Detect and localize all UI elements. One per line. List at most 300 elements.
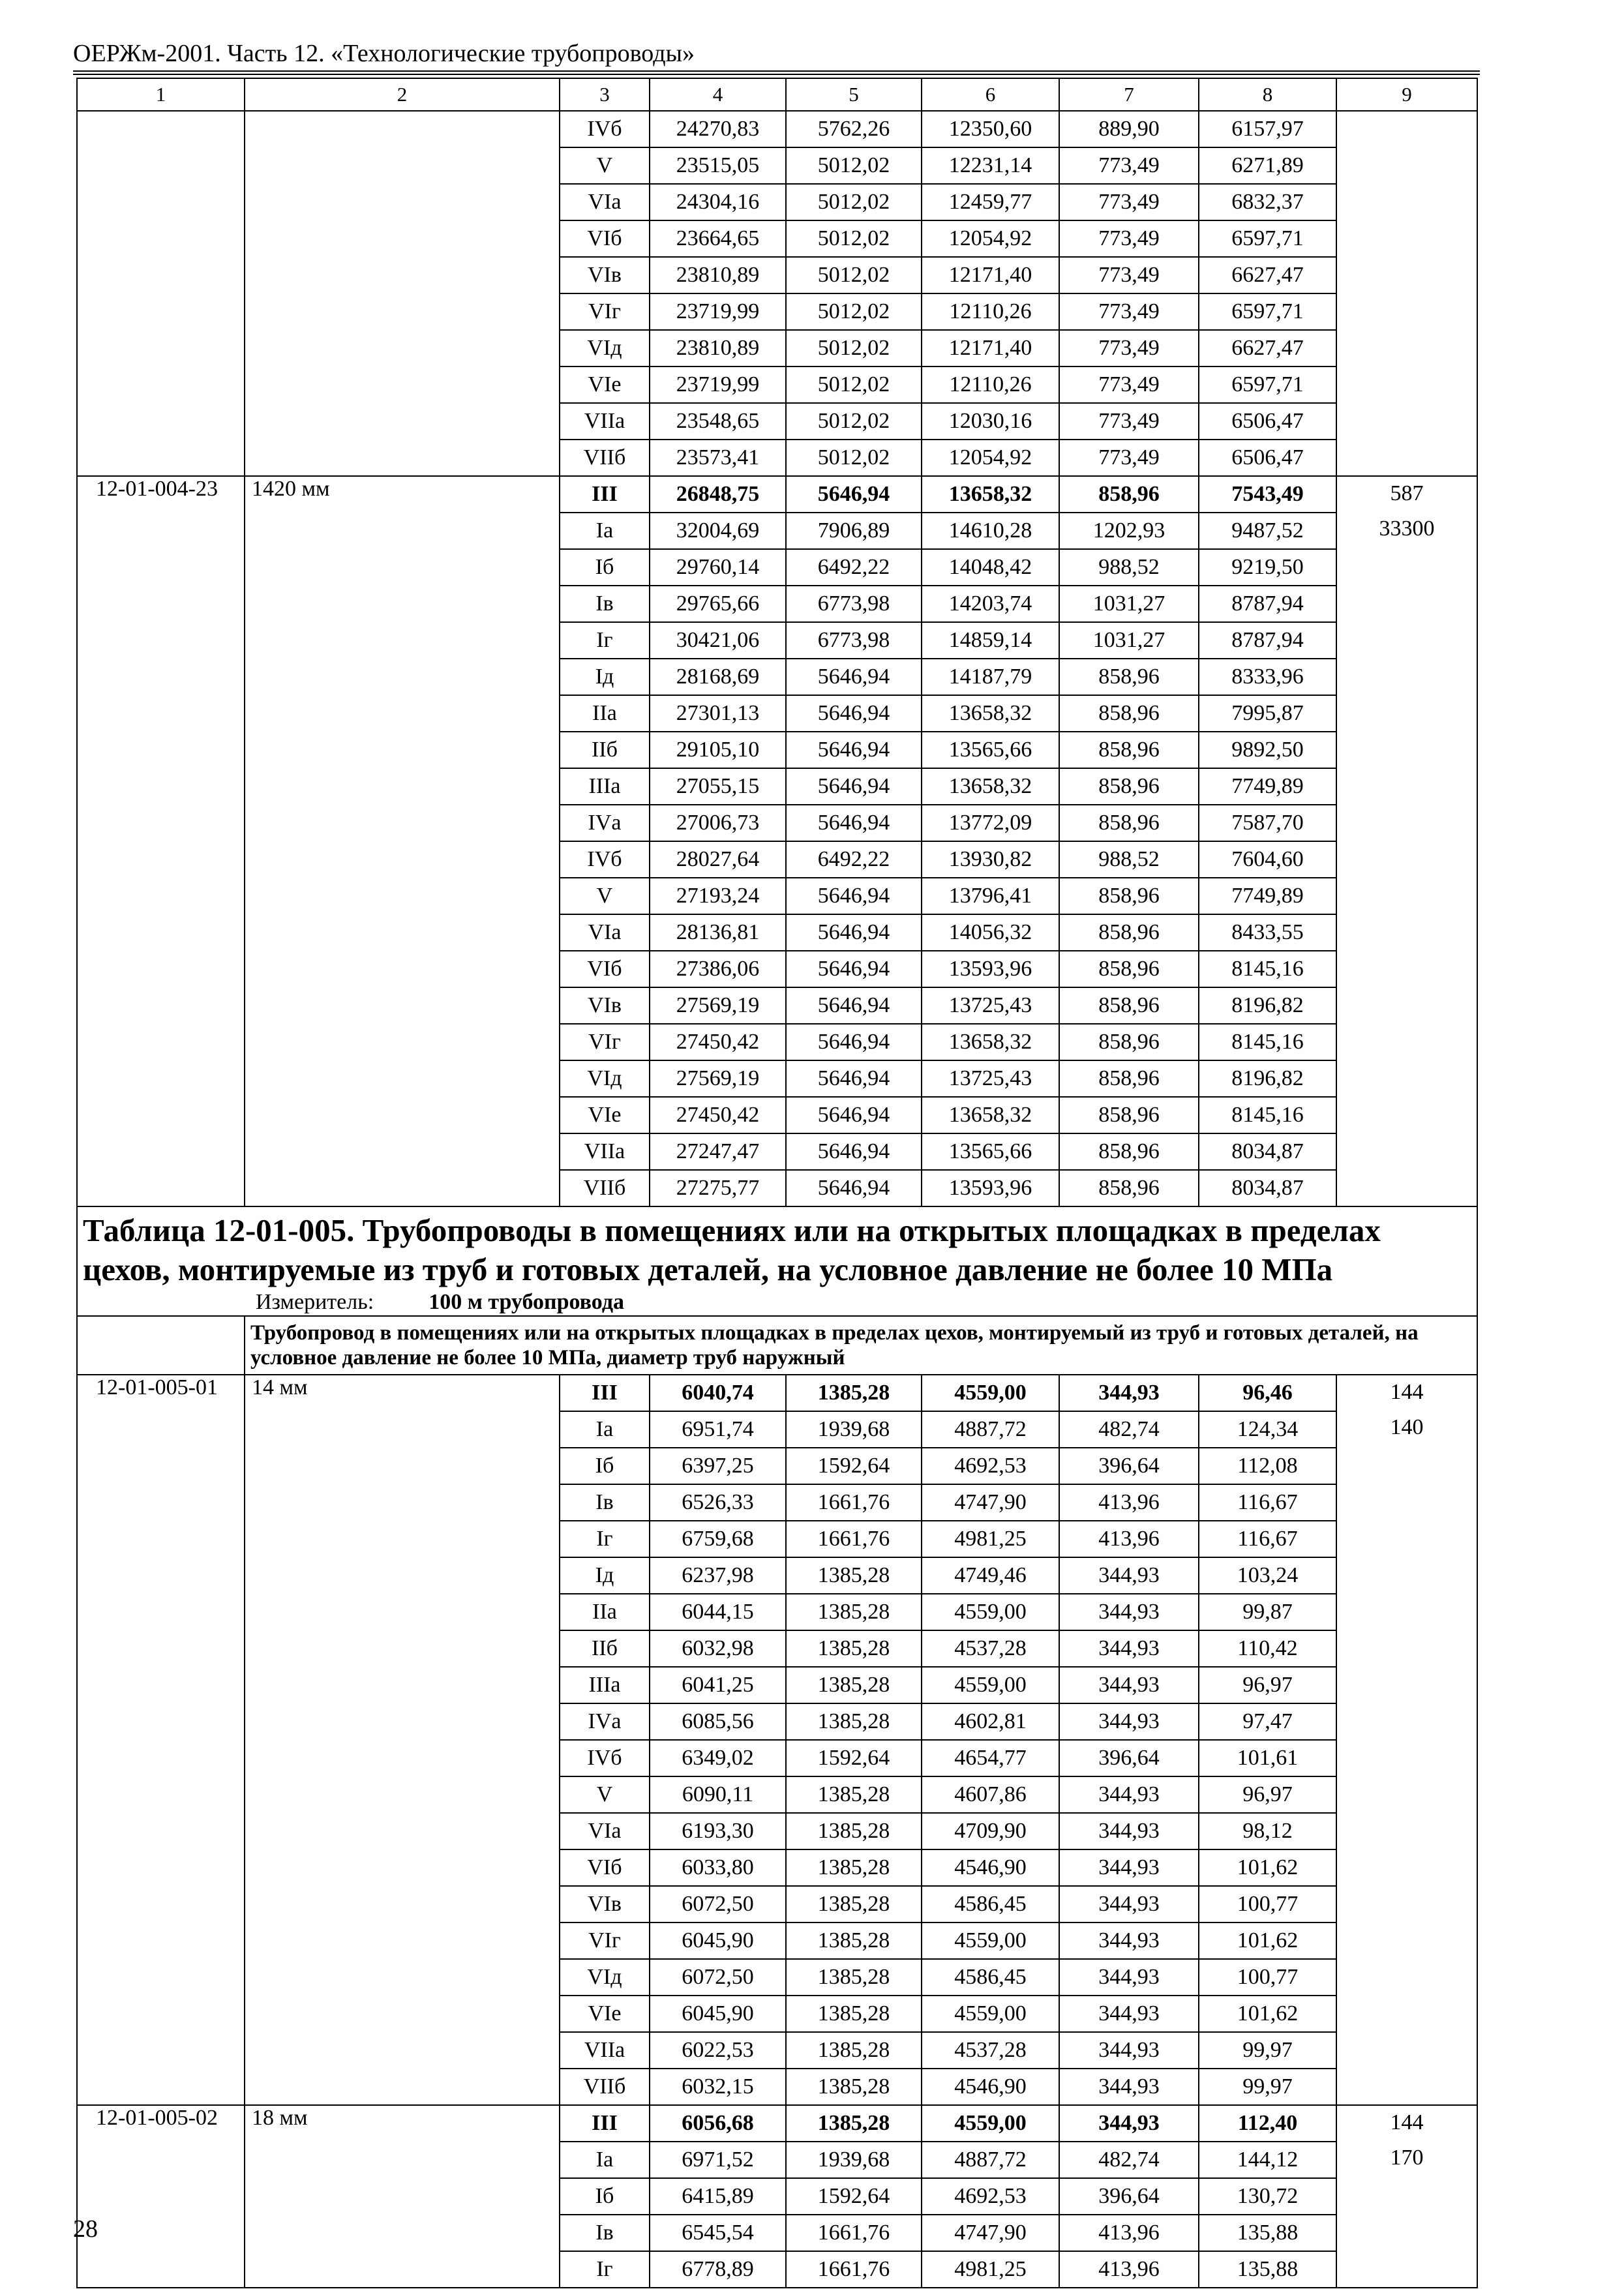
- value-cell: 858,96: [1059, 1024, 1199, 1060]
- value-cell: 344,93: [1059, 1703, 1199, 1740]
- value-cell: 29760,14: [650, 549, 786, 586]
- value-cell: 100,77: [1199, 1886, 1336, 1922]
- value-cell: 13725,43: [922, 1060, 1059, 1097]
- region-group: Iв: [560, 2215, 650, 2251]
- value-cell: 4586,45: [922, 1886, 1059, 1922]
- value-cell: 6085,56: [650, 1703, 786, 1740]
- value-cell: 6157,97: [1199, 111, 1336, 147]
- value-cell: 12459,77: [922, 184, 1059, 220]
- value-cell: 13658,32: [922, 695, 1059, 732]
- value-cell: 1661,76: [786, 2215, 922, 2251]
- pipe-diameter: 18 мм: [245, 2105, 560, 2288]
- value-cell: 344,93: [1059, 1667, 1199, 1703]
- value-cell: 124,34: [1199, 1411, 1336, 1448]
- value-cell: 773,49: [1059, 330, 1199, 367]
- region-group: IIб: [560, 732, 650, 768]
- col9-cell: [1336, 111, 1477, 476]
- value-cell: 858,96: [1059, 1060, 1199, 1097]
- value-cell: 858,96: [1059, 878, 1199, 914]
- meter-value: 100 м трубопровода: [429, 1290, 625, 1314]
- value-cell: 8145,16: [1199, 1024, 1336, 1060]
- value-cell: 1939,68: [786, 2142, 922, 2178]
- value-cell: 773,49: [1059, 220, 1199, 257]
- value-cell: 8787,94: [1199, 586, 1336, 622]
- value-cell: 1939,68: [786, 1411, 922, 1448]
- value-cell: 30421,06: [650, 622, 786, 659]
- value-cell: 858,96: [1059, 805, 1199, 841]
- region-group: VIа: [560, 1813, 650, 1849]
- value-cell: 1592,64: [786, 2178, 922, 2215]
- value-cell: 344,93: [1059, 1849, 1199, 1886]
- value-cell: 9487,52: [1199, 513, 1336, 549]
- value-cell: 12110,26: [922, 293, 1059, 330]
- value-cell: 6044,15: [650, 1594, 786, 1630]
- value-cell: 6271,89: [1199, 147, 1336, 184]
- col9-value: 140: [1390, 1415, 1424, 1439]
- value-cell: 889,90: [1059, 111, 1199, 147]
- value-cell: 344,93: [1059, 1996, 1199, 2032]
- value-cell: 6526,33: [650, 1484, 786, 1521]
- value-cell: 97,47: [1199, 1703, 1336, 1740]
- value-cell: 27386,06: [650, 951, 786, 987]
- value-cell: 1385,28: [786, 1557, 922, 1594]
- value-cell: 12171,40: [922, 257, 1059, 293]
- rate-code: 12-01-005-02: [77, 2105, 245, 2288]
- value-cell: 116,67: [1199, 1521, 1336, 1557]
- pipe-diameter: 14 мм: [245, 1375, 560, 2105]
- value-cell: 13658,32: [922, 1097, 1059, 1133]
- value-cell: 6492,22: [786, 841, 922, 878]
- value-cell: 6033,80: [650, 1849, 786, 1886]
- value-cell: 6397,25: [650, 1448, 786, 1484]
- value-cell: 773,49: [1059, 293, 1199, 330]
- region-group: VIе: [560, 1996, 650, 2032]
- value-cell: 858,96: [1059, 1133, 1199, 1170]
- table-row: [77, 1375, 1477, 1411]
- value-cell: 413,96: [1059, 2251, 1199, 2288]
- value-cell: 4559,00: [922, 1922, 1059, 1959]
- value-cell: 23515,05: [650, 147, 786, 184]
- value-cell: 4981,25: [922, 2251, 1059, 2288]
- value-cell: 13658,32: [922, 768, 1059, 805]
- value-cell: 103,24: [1199, 1557, 1336, 1594]
- value-cell: 5646,94: [786, 1060, 922, 1097]
- value-cell: 6597,71: [1199, 293, 1336, 330]
- value-cell: 6773,98: [786, 622, 922, 659]
- table-row: [77, 111, 1477, 147]
- value-cell: 5646,94: [786, 695, 922, 732]
- value-cell: 4692,53: [922, 2178, 1059, 2215]
- value-cell: 1385,28: [786, 2105, 922, 2142]
- rate-code: 12-01-005-01: [77, 1375, 245, 2105]
- value-cell: 7995,87: [1199, 695, 1336, 732]
- value-cell: 344,93: [1059, 1594, 1199, 1630]
- value-cell: 27450,42: [650, 1024, 786, 1060]
- value-cell: 5646,94: [786, 1097, 922, 1133]
- value-cell: 9892,50: [1199, 732, 1336, 768]
- value-cell: 5012,02: [786, 403, 922, 440]
- region-group: IVб: [560, 1740, 650, 1776]
- value-cell: 6041,25: [650, 1667, 786, 1703]
- value-cell: 6072,50: [650, 1959, 786, 1996]
- value-cell: 4559,00: [922, 1667, 1059, 1703]
- section-title-cell: [77, 1206, 1477, 1316]
- value-cell: 23664,65: [650, 220, 786, 257]
- value-cell: 27275,77: [650, 1170, 786, 1206]
- value-cell: 4602,81: [922, 1703, 1059, 1740]
- value-cell: 773,49: [1059, 440, 1199, 476]
- value-cell: 6022,53: [650, 2032, 786, 2069]
- value-cell: 4559,00: [922, 1375, 1059, 1411]
- value-cell: 4981,25: [922, 1521, 1059, 1557]
- region-group: Iа: [560, 1411, 650, 1448]
- value-cell: 135,88: [1199, 2215, 1336, 2251]
- value-cell: 13565,66: [922, 732, 1059, 768]
- value-cell: 858,96: [1059, 732, 1199, 768]
- rate-code: [77, 111, 245, 476]
- region-group: VIд: [560, 330, 650, 367]
- region-group: VIе: [560, 367, 650, 403]
- value-cell: 14056,32: [922, 914, 1059, 951]
- col9-value: 144: [1390, 2110, 1424, 2134]
- col9-value: 144: [1390, 1380, 1424, 1404]
- value-cell: 413,96: [1059, 1484, 1199, 1521]
- value-cell: 344,93: [1059, 1886, 1199, 1922]
- region-group: VIIб: [560, 1170, 650, 1206]
- value-cell: 4559,00: [922, 1996, 1059, 2032]
- unit-meter-line: [256, 1289, 1471, 1315]
- value-cell: 4546,90: [922, 2069, 1059, 2105]
- value-cell: 14187,79: [922, 659, 1059, 695]
- value-cell: 96,97: [1199, 1776, 1336, 1813]
- value-cell: 858,96: [1059, 695, 1199, 732]
- value-cell: 29105,10: [650, 732, 786, 768]
- value-cell: 988,52: [1059, 841, 1199, 878]
- pipe-diameter: 1420 мм: [245, 476, 560, 1206]
- value-cell: 4654,77: [922, 1740, 1059, 1776]
- value-cell: 4747,90: [922, 2215, 1059, 2251]
- value-cell: 6506,47: [1199, 440, 1336, 476]
- value-cell: 32004,69: [650, 513, 786, 549]
- value-cell: 1385,28: [786, 1996, 922, 2032]
- description-spacer: [77, 1316, 245, 1375]
- value-cell: 8196,82: [1199, 987, 1336, 1024]
- region-group: IIб: [560, 1630, 650, 1667]
- value-cell: 6045,90: [650, 1996, 786, 2032]
- value-cell: 344,93: [1059, 2105, 1199, 2142]
- value-cell: 344,93: [1059, 1375, 1199, 1411]
- value-cell: 5012,02: [786, 220, 922, 257]
- region-group: IVа: [560, 805, 650, 841]
- value-cell: 1202,93: [1059, 513, 1199, 549]
- value-cell: 6971,52: [650, 2142, 786, 2178]
- value-cell: 23573,41: [650, 440, 786, 476]
- value-cell: 1385,28: [786, 1594, 922, 1630]
- region-group: IVб: [560, 841, 650, 878]
- value-cell: 1385,28: [786, 1849, 922, 1886]
- region-group: Iа: [560, 2142, 650, 2178]
- value-cell: 144,12: [1199, 2142, 1336, 2178]
- value-cell: 1031,27: [1059, 586, 1199, 622]
- value-cell: 6040,74: [650, 1375, 786, 1411]
- value-cell: 6832,37: [1199, 184, 1336, 220]
- value-cell: 6032,15: [650, 2069, 786, 2105]
- col9-value: 587: [1390, 481, 1424, 505]
- value-cell: 1385,28: [786, 2032, 922, 2069]
- value-cell: 6597,71: [1199, 220, 1336, 257]
- value-cell: 98,12: [1199, 1813, 1336, 1849]
- value-cell: 8333,96: [1199, 659, 1336, 695]
- value-cell: 27247,47: [650, 1133, 786, 1170]
- value-cell: 13796,41: [922, 878, 1059, 914]
- region-group: VIIа: [560, 1133, 650, 1170]
- col9-cell: [1336, 1375, 1477, 2105]
- region-group: V: [560, 147, 650, 184]
- table-title: Таблица 12-01-005. Трубопроводы в помещениях или на открытых площадках в пределах цехов, монтируемые из труб и готовых деталей, на условное давление не более 10 МПа: [83, 1212, 1381, 1287]
- value-cell: 482,74: [1059, 1411, 1199, 1448]
- region-group: Iб: [560, 2178, 650, 2215]
- value-cell: 5012,02: [786, 293, 922, 330]
- value-cell: 4887,72: [922, 2142, 1059, 2178]
- value-cell: 5012,02: [786, 184, 922, 220]
- value-cell: 116,67: [1199, 1484, 1336, 1521]
- value-cell: 99,87: [1199, 1594, 1336, 1630]
- value-cell: 1385,28: [786, 1959, 922, 1996]
- value-cell: 7587,70: [1199, 805, 1336, 841]
- value-cell: 6545,54: [650, 2215, 786, 2251]
- value-cell: 1385,28: [786, 1667, 922, 1703]
- value-cell: 28136,81: [650, 914, 786, 951]
- value-cell: 8787,94: [1199, 622, 1336, 659]
- value-cell: 23810,89: [650, 330, 786, 367]
- value-cell: 858,96: [1059, 987, 1199, 1024]
- value-cell: 6072,50: [650, 1886, 786, 1922]
- value-cell: 5646,94: [786, 987, 922, 1024]
- region-group: VIIа: [560, 2032, 650, 2069]
- value-cell: 27193,24: [650, 878, 786, 914]
- value-cell: 1592,64: [786, 1448, 922, 1484]
- region-group: VIв: [560, 987, 650, 1024]
- value-cell: 7604,60: [1199, 841, 1336, 878]
- value-cell: 5646,94: [786, 1133, 922, 1170]
- column-number: 3: [560, 78, 650, 111]
- value-cell: 28168,69: [650, 659, 786, 695]
- value-cell: 23719,99: [650, 367, 786, 403]
- value-cell: 13725,43: [922, 987, 1059, 1024]
- value-cell: 6506,47: [1199, 403, 1336, 440]
- value-cell: 1661,76: [786, 1484, 922, 1521]
- value-cell: 6597,71: [1199, 367, 1336, 403]
- value-cell: 101,62: [1199, 1849, 1336, 1886]
- value-cell: 7749,89: [1199, 768, 1336, 805]
- region-group: VIа: [560, 184, 650, 220]
- value-cell: 5646,94: [786, 914, 922, 951]
- region-group: VIа: [560, 914, 650, 951]
- value-cell: 1385,28: [786, 1776, 922, 1813]
- value-cell: 4537,28: [922, 1630, 1059, 1667]
- value-cell: 13772,09: [922, 805, 1059, 841]
- value-cell: 4887,72: [922, 1411, 1059, 1448]
- value-cell: 110,42: [1199, 1630, 1336, 1667]
- region-group: IIа: [560, 1594, 650, 1630]
- table-row: [77, 2105, 1477, 2142]
- value-cell: 6349,02: [650, 1740, 786, 1776]
- value-cell: 5646,94: [786, 476, 922, 513]
- value-cell: 1385,28: [786, 1922, 922, 1959]
- region-group: IVб: [560, 111, 650, 147]
- value-cell: 101,62: [1199, 1922, 1336, 1959]
- value-cell: 5646,94: [786, 768, 922, 805]
- value-cell: 5012,02: [786, 330, 922, 367]
- region-group: Iг: [560, 622, 650, 659]
- value-cell: 773,49: [1059, 184, 1199, 220]
- region-group: IIIа: [560, 1667, 650, 1703]
- value-cell: 13930,82: [922, 841, 1059, 878]
- value-cell: 6045,90: [650, 1922, 786, 1959]
- region-group: VIIб: [560, 440, 650, 476]
- value-cell: 1385,28: [786, 1886, 922, 1922]
- value-cell: 27055,15: [650, 768, 786, 805]
- value-cell: 773,49: [1059, 147, 1199, 184]
- value-cell: 6627,47: [1199, 330, 1336, 367]
- region-group: Iа: [560, 513, 650, 549]
- region-group: Iг: [560, 1521, 650, 1557]
- value-cell: 858,96: [1059, 951, 1199, 987]
- value-cell: 8196,82: [1199, 1060, 1336, 1097]
- value-cell: 344,93: [1059, 2032, 1199, 2069]
- value-cell: 858,96: [1059, 914, 1199, 951]
- value-cell: 7749,89: [1199, 878, 1336, 914]
- value-cell: 6032,98: [650, 1630, 786, 1667]
- value-cell: 396,64: [1059, 1448, 1199, 1484]
- region-group: Iд: [560, 659, 650, 695]
- value-cell: 858,96: [1059, 1097, 1199, 1133]
- value-cell: 1385,28: [786, 2069, 922, 2105]
- meter-label: Измеритель:: [256, 1290, 374, 1314]
- region-group: Iб: [560, 1448, 650, 1484]
- value-cell: 101,62: [1199, 1996, 1336, 2032]
- value-cell: 27301,13: [650, 695, 786, 732]
- value-cell: 130,72: [1199, 2178, 1336, 2215]
- region-group: V: [560, 878, 650, 914]
- region-group: VIг: [560, 1024, 650, 1060]
- value-cell: 6056,68: [650, 2105, 786, 2142]
- page-number: 28: [73, 2215, 98, 2243]
- value-cell: 1385,28: [786, 1630, 922, 1667]
- value-cell: 8034,87: [1199, 1170, 1336, 1206]
- value-cell: 344,93: [1059, 1557, 1199, 1594]
- value-cell: 396,64: [1059, 1740, 1199, 1776]
- section-description: Трубопровод в помещениях или на открытых площадках в пределах цехов, монтируемый из труб и готовых деталей, на условное давление не более 10 МПа, диаметр труб наружный: [245, 1316, 1477, 1375]
- value-cell: 23548,65: [650, 403, 786, 440]
- value-cell: 482,74: [1059, 2142, 1199, 2178]
- value-cell: 14859,14: [922, 622, 1059, 659]
- value-cell: 99,97: [1199, 2032, 1336, 2069]
- value-cell: 5012,02: [786, 440, 922, 476]
- running-header: ОЕРЖм-2001. Часть 12. «Технологические трубопроводы»: [73, 40, 695, 67]
- value-cell: 4747,90: [922, 1484, 1059, 1521]
- region-group: Iв: [560, 586, 650, 622]
- value-cell: 6951,74: [650, 1411, 786, 1448]
- value-cell: 1385,28: [786, 1375, 922, 1411]
- column-number: 5: [786, 78, 922, 111]
- region-group: VIд: [560, 1959, 650, 1996]
- value-cell: 14048,42: [922, 549, 1059, 586]
- column-number: 9: [1336, 78, 1477, 111]
- value-cell: 13565,66: [922, 1133, 1059, 1170]
- value-cell: 96,46: [1199, 1375, 1336, 1411]
- value-cell: 413,96: [1059, 2215, 1199, 2251]
- value-cell: 8034,87: [1199, 1133, 1336, 1170]
- value-cell: 14203,74: [922, 586, 1059, 622]
- value-cell: 27569,19: [650, 1060, 786, 1097]
- value-cell: 13658,32: [922, 476, 1059, 513]
- region-group: III: [560, 476, 650, 513]
- value-cell: 1592,64: [786, 1740, 922, 1776]
- pipe-diameter: [245, 111, 560, 476]
- value-cell: 4559,00: [922, 2105, 1059, 2142]
- value-cell: 4546,90: [922, 1849, 1059, 1886]
- value-cell: 5012,02: [786, 367, 922, 403]
- value-cell: 6778,89: [650, 2251, 786, 2288]
- value-cell: 5762,26: [786, 111, 922, 147]
- value-cell: 1661,76: [786, 2251, 922, 2288]
- region-group: IIа: [560, 695, 650, 732]
- value-cell: 7906,89: [786, 513, 922, 549]
- col9-value: 33300: [1379, 516, 1435, 541]
- region-group: VIб: [560, 1849, 650, 1886]
- region-group: VIIа: [560, 403, 650, 440]
- value-cell: 99,97: [1199, 2069, 1336, 2105]
- value-cell: 5646,94: [786, 1170, 922, 1206]
- region-group: Iб: [560, 549, 650, 586]
- region-group: IVа: [560, 1703, 650, 1740]
- value-cell: 344,93: [1059, 1630, 1199, 1667]
- value-cell: 13593,96: [922, 951, 1059, 987]
- rates-table: [76, 78, 1478, 2288]
- value-cell: 23719,99: [650, 293, 786, 330]
- region-group: VIг: [560, 1922, 650, 1959]
- value-cell: 4709,90: [922, 1813, 1059, 1849]
- value-cell: 112,08: [1199, 1448, 1336, 1484]
- column-number: 7: [1059, 78, 1199, 111]
- value-cell: 1661,76: [786, 1521, 922, 1557]
- region-group: VIIб: [560, 2069, 650, 2105]
- region-group: Iв: [560, 1484, 650, 1521]
- value-cell: 858,96: [1059, 476, 1199, 513]
- value-cell: 26848,75: [650, 476, 786, 513]
- value-cell: 6627,47: [1199, 257, 1336, 293]
- value-cell: 8145,16: [1199, 1097, 1336, 1133]
- value-cell: 12054,92: [922, 440, 1059, 476]
- value-cell: 5646,94: [786, 878, 922, 914]
- value-cell: 6492,22: [786, 549, 922, 586]
- value-cell: 4586,45: [922, 1959, 1059, 1996]
- section-title-row: [77, 1206, 1477, 1316]
- value-cell: 5646,94: [786, 805, 922, 841]
- value-cell: 858,96: [1059, 659, 1199, 695]
- column-number: 1: [77, 78, 245, 111]
- value-cell: 100,77: [1199, 1959, 1336, 1996]
- value-cell: 988,52: [1059, 549, 1199, 586]
- col9-cell: [1336, 476, 1477, 1206]
- value-cell: 112,40: [1199, 2105, 1336, 2142]
- value-cell: 5646,94: [786, 951, 922, 987]
- value-cell: 858,96: [1059, 768, 1199, 805]
- value-cell: 5646,94: [786, 659, 922, 695]
- value-cell: 23810,89: [650, 257, 786, 293]
- value-cell: 773,49: [1059, 403, 1199, 440]
